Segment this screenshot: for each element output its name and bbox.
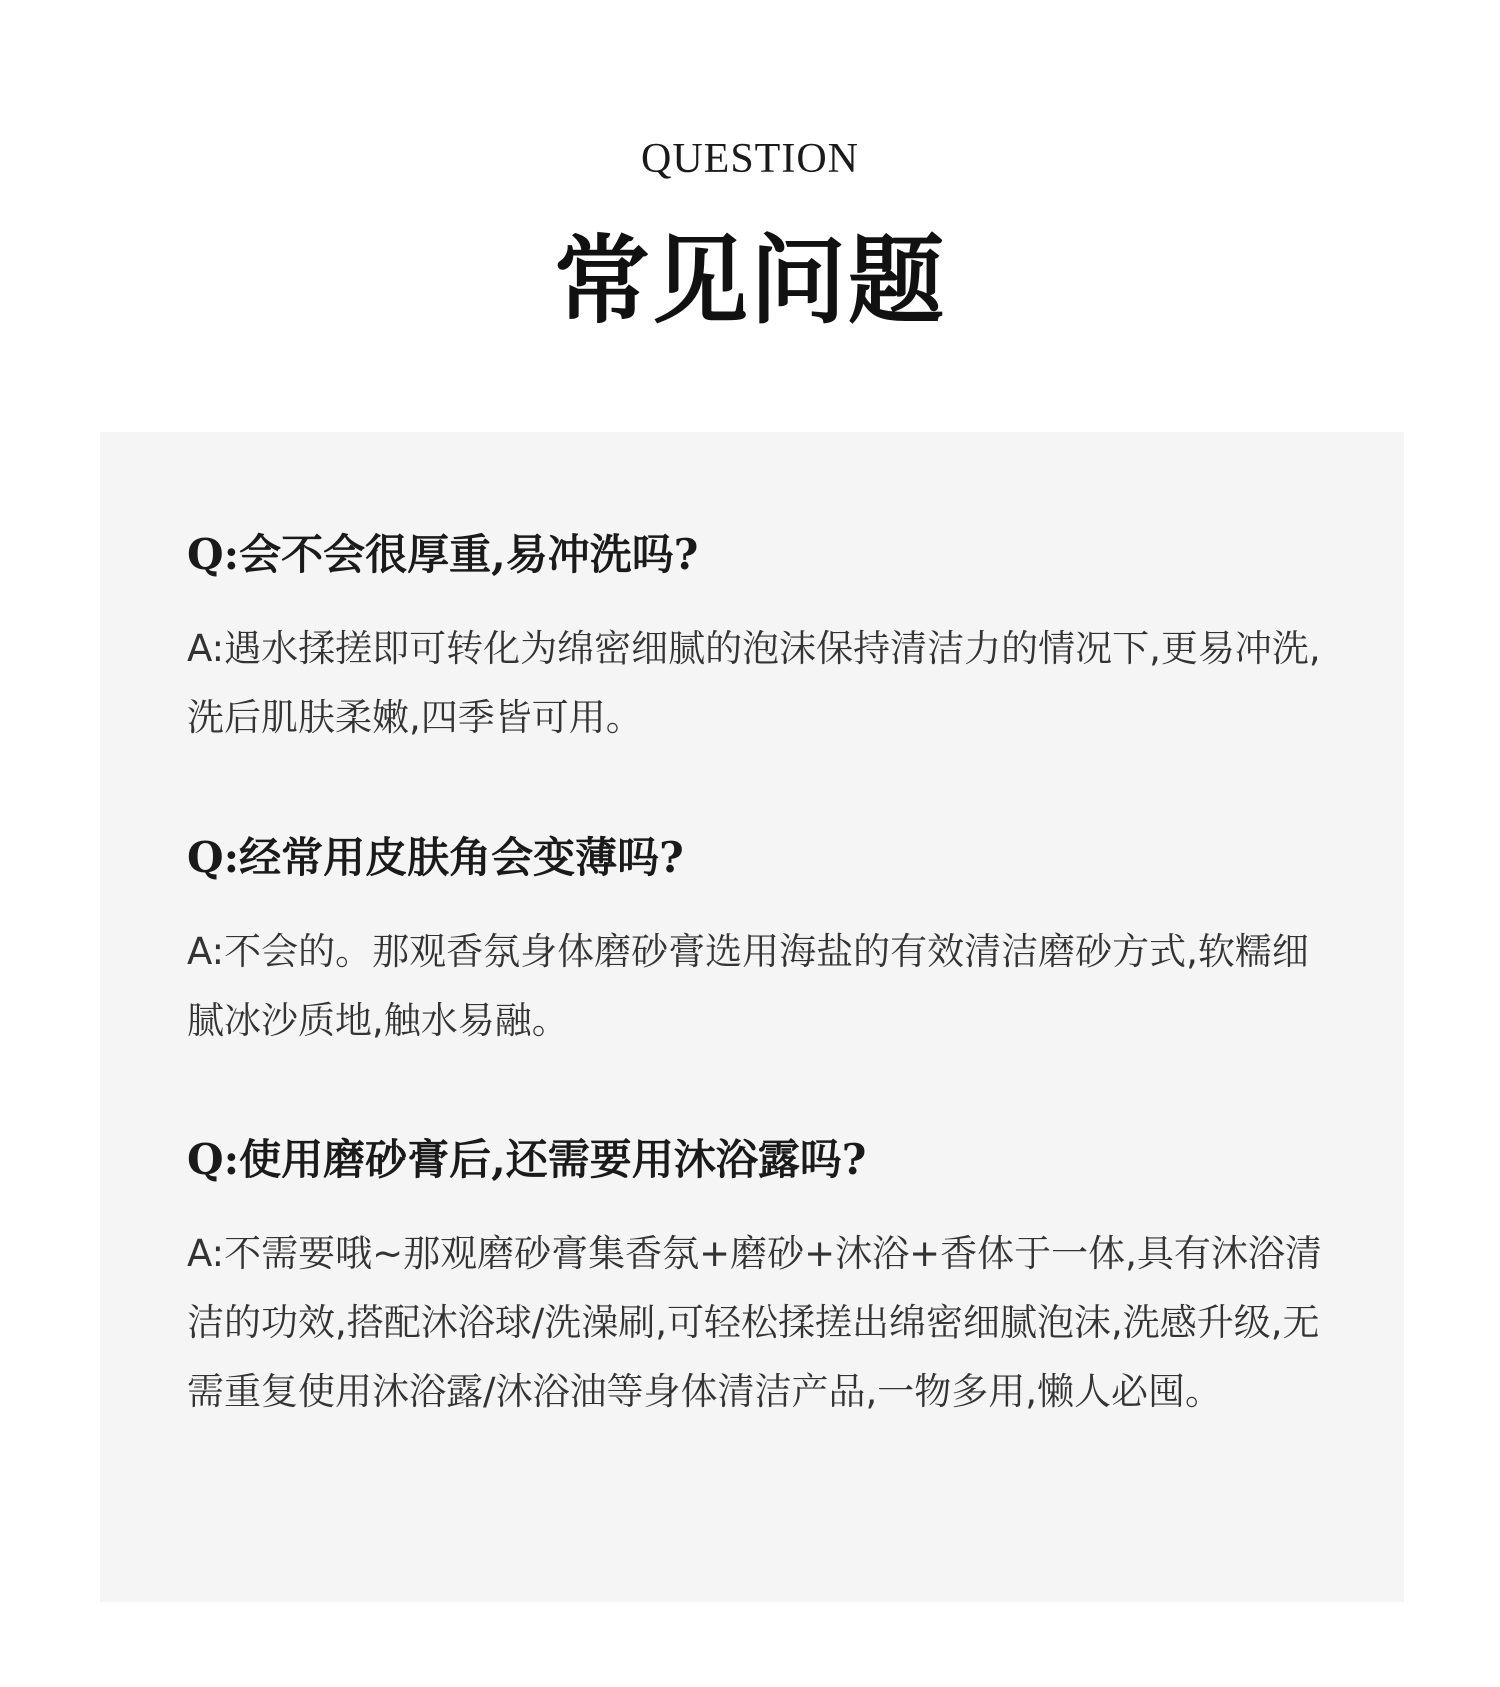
section-eyebrow: QUESTION [641,136,859,182]
faq-answer: A:遇水揉搓即可转化为绵密细腻的泡沫保持清洁力的情况下,更易冲洗,洗后肌肤柔嫩,四季皆可用。 [187,627,1321,739]
faq-question: Q:会不会很厚重,易冲洗吗? [187,530,699,579]
faq-answer: A:不需要哦~那观磨砂膏集香氛+磨砂+沐浴+香体于一体,具有沐浴清洁的功效,搭配沐浴球/洗澡刷,可轻松揉搓出绵密细腻泡沫,洗感升级,无需重复使用沐浴露/沐浴油等身体清洁产品,一物多用,懒人必囤。 [187,1232,1322,1413]
page-title: 常见问题 [554,224,946,337]
faq-question: Q:使用磨砂膏后,还需要用沐浴露吗? [187,1135,867,1184]
faq-panel [100,432,1404,1602]
faq-question: Q:经常用皮肤角会变薄吗? [187,833,684,882]
faq-item [187,1129,1337,1426]
faq-item [187,524,1337,752]
faq-item [187,827,1337,1055]
faq-answer: A:不会的。那观香氛身体磨砂膏选用海盐的有效清洁磨砂方式,软糯细腻冰沙质地,触水易融。 [187,930,1309,1042]
